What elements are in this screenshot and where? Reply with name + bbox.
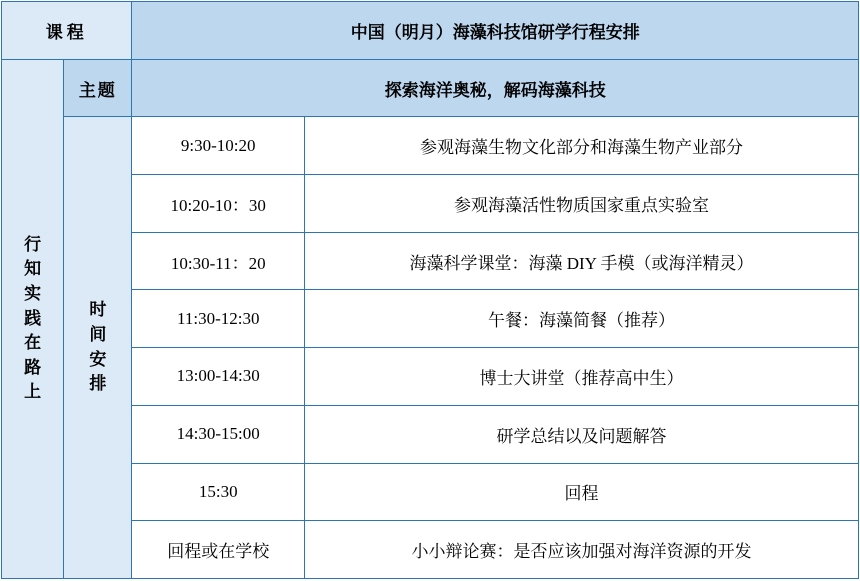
row-time: 15:30 <box>132 463 305 521</box>
row-time: 10:30-11：20 <box>132 232 305 290</box>
row-activity: 研学总结以及问题解答 <box>305 405 859 463</box>
row-activity: 小小辩论赛：是否应该加强对海洋资源的开发 <box>305 521 859 579</box>
time-arrangement-label-text: 时间安排 <box>89 300 107 394</box>
row-activity: 参观海藻生物文化部分和海藻生物产业部分 <box>305 117 859 175</box>
row-activity: 参观海藻活性物质国家重点实验室 <box>305 175 859 233</box>
research-trip-schedule-table <box>1 1 859 579</box>
row-time: 11:30-12:30 <box>132 290 305 348</box>
main-title-cell: 中国（明月）海藻科技馆研学行程安排 <box>132 2 859 60</box>
theme-value-cell: 探索海洋奥秘，解码海藻科技 <box>132 59 859 117</box>
theme-row <box>2 59 859 117</box>
row-time: 13:00-14:30 <box>132 348 305 406</box>
row-time: 回程或在学校 <box>132 521 305 579</box>
row-time: 9:30-10:20 <box>132 117 305 175</box>
table-header-row <box>2 2 859 60</box>
row-time: 14:30-15:00 <box>132 405 305 463</box>
table-row <box>2 117 859 175</box>
row-activity: 回程 <box>305 463 859 521</box>
row-activity: 海藻科学课堂：海藻 DIY 手模（或海洋精灵） <box>305 232 859 290</box>
time-arrangement-label-cell <box>64 117 132 579</box>
left-vertical-label-text: 行知实践在路上 <box>24 234 43 402</box>
row-time: 10:20-10：30 <box>132 175 305 233</box>
course-label-cell: 课程 <box>2 2 132 60</box>
row-activity: 午餐：海藻简餐（推荐） <box>305 290 859 348</box>
theme-label-cell: 主题 <box>64 59 132 117</box>
row-activity: 博士大讲堂（推荐高中生） <box>305 348 859 406</box>
schedule-document <box>0 1 860 581</box>
left-vertical-label-cell <box>2 59 64 578</box>
